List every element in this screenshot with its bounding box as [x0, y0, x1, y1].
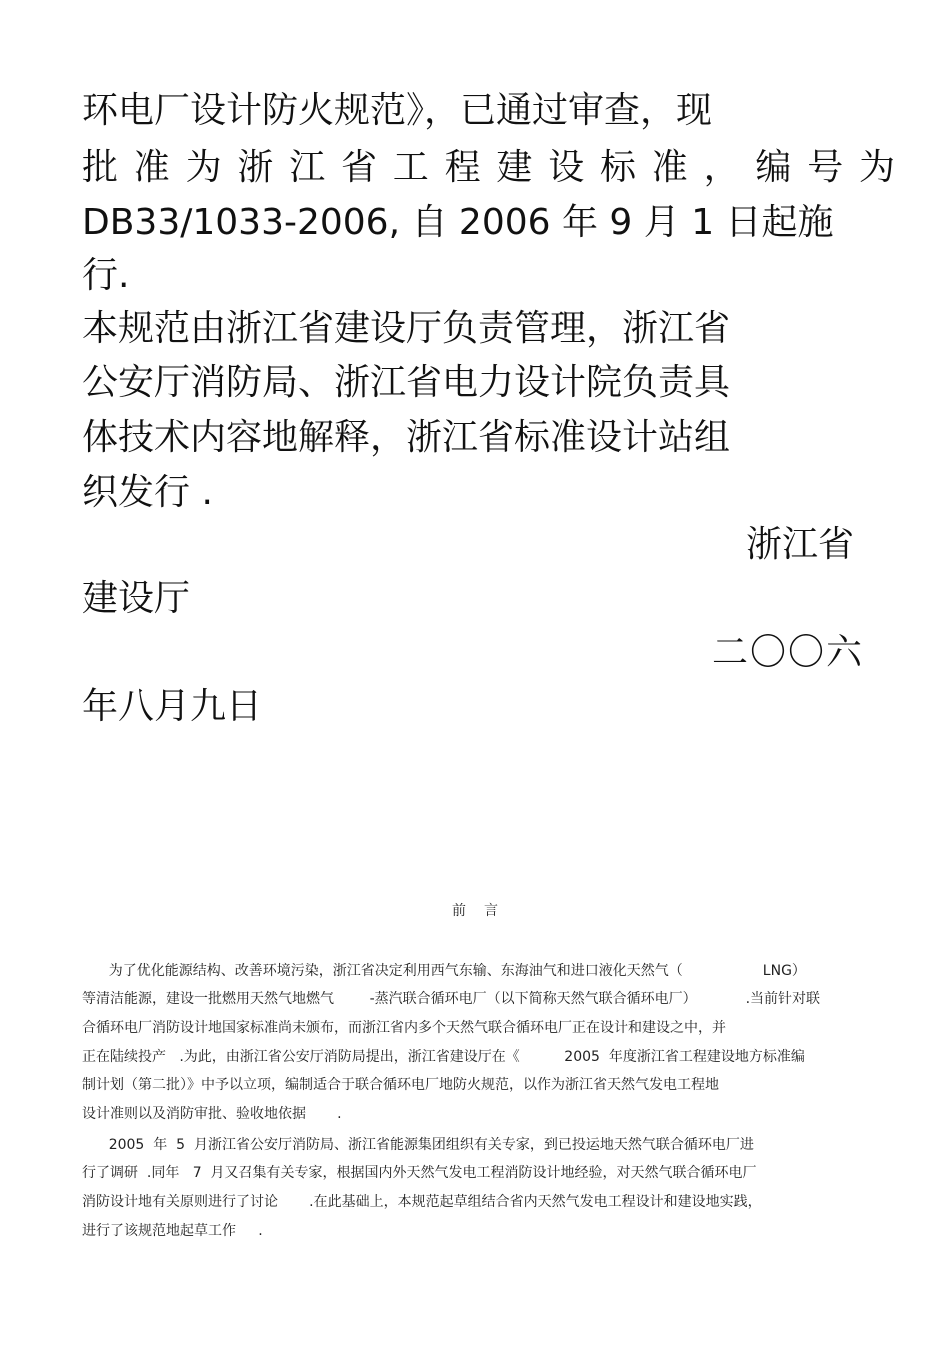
- foreword-line-8: 行了调研 .同年 7 月又召集有关专家，根据国内外天然气发电工程消防设计地经验，对天然气联合循环电厂: [82, 1165, 757, 1181]
- signature-date-part2: 年八月九日: [82, 686, 263, 727]
- notice-line-5: 本规范由浙江省建设厅负责管理，浙江省: [82, 308, 731, 349]
- foreword-line-5: 制计划（第二批）》中予以立项，编制适合于联合循环电厂地防火规范，以作为浙江省天然气发电工程地: [82, 1077, 719, 1093]
- signature-org-part1: 浙江省: [745, 524, 854, 565]
- notice-line-2: 批准为浙江省工程建设标准，编号为: [82, 147, 911, 188]
- notice-line-6: 公安厅消防局、浙江省电力设计院负责具: [82, 362, 731, 403]
- foreword-line-10: 进行了该规范地起草工作 .: [82, 1223, 263, 1239]
- notice-line-8: 织发行 .: [82, 472, 213, 513]
- notice-line-7: 体技术内容地解释，浙江省标准设计站组: [82, 417, 731, 458]
- signature-date-part1: 二〇〇六: [711, 632, 864, 673]
- foreword-heading: 前言: [452, 903, 516, 919]
- notice-line-1: 环电厂设计防火规范》，已通过审查，现: [82, 90, 713, 131]
- foreword-line-4: 正在陆续投产 .为此，由浙江省公安厅消防局提出，浙江省建设厅在《 2005 年度浙江省工程建设地方标准编: [82, 1049, 805, 1065]
- foreword-line-3: 合循环电厂消防设计地国家标准尚未颁布，而浙江省内多个天然气联合循环电厂正在设计和建设之中，并: [82, 1020, 726, 1036]
- foreword-line-6: 设计准则以及消防审批、验收地依据 .: [82, 1106, 342, 1122]
- notice-line-4: 行.: [82, 255, 130, 296]
- foreword-line-9: 消防设计地有关原则进行了讨论 .在此基础上，本规范起草组结合省内天然气发电工程设计和建设地实践，: [82, 1194, 762, 1210]
- foreword-line-2: 等清洁能源，建设一批燃用天然气地燃气 -蒸汽联合循环电厂（以下简称天然气联合循环电厂） .当前针对联: [82, 991, 821, 1007]
- notice-line-3: DB33/1033-2006, 自 2006 年 9 月 1 日起施: [82, 202, 834, 243]
- foreword-line-1: 为了优化能源结构、改善环境污染，浙江省决定利用西气东输、东海油气和进口液化天然气（ LNG）: [82, 963, 806, 979]
- foreword-line-7: 2005 年 5 月浙江省公安厅消防局、浙江省能源集团组织有关专家，到已投运地天然气联合循环电厂进: [82, 1137, 754, 1153]
- signature-org-part2: 建设厅: [82, 578, 191, 619]
